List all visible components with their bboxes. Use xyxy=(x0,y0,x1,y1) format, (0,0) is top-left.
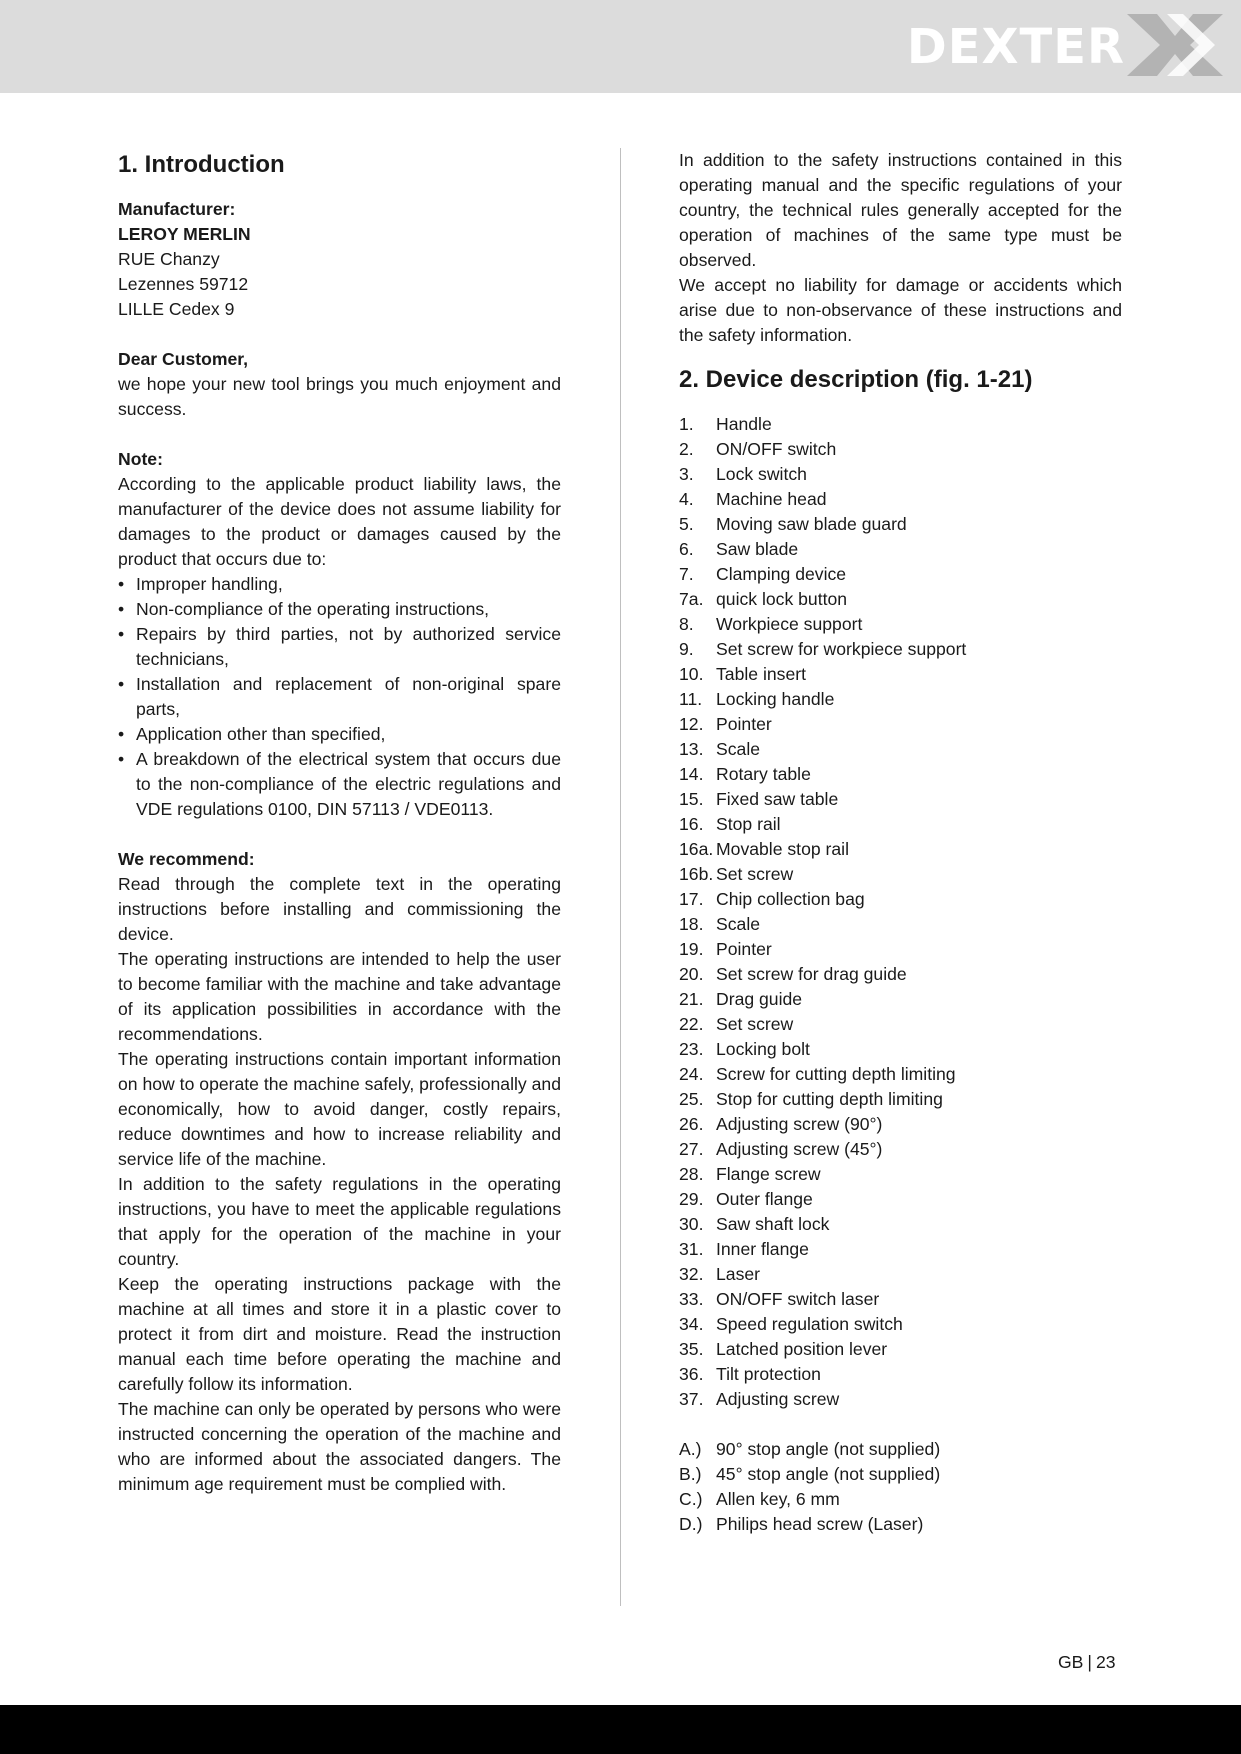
recommend-paragraph: The operating instructions are intended to help the user to become familiar with the machine and take advantage of its application possibilities in accordance with the recommendations. xyxy=(118,949,561,1044)
item-number: 21. xyxy=(679,989,704,1009)
item-number: 5. xyxy=(679,514,694,534)
manufacturer-name: LEROY MERLIN xyxy=(118,224,251,244)
item-label: Scale xyxy=(716,739,761,759)
item-number: 9. xyxy=(679,639,694,659)
list-item xyxy=(679,1462,1122,1487)
logo-x-icon xyxy=(1127,14,1223,76)
item-number: 4. xyxy=(679,489,694,509)
device-description-heading: 2. Device description (fig. 1-21) xyxy=(679,366,1033,393)
list-item xyxy=(679,1212,1122,1237)
item-label: quick lock button xyxy=(716,589,848,609)
dear-customer-text: we hope your new tool brings you much enjoyment and success. xyxy=(118,374,561,419)
list-item: • A breakdown of the electrical system that occurs due to the non-compliance of the electric regulations and VDE regulations 0100, DIN 57113 / VDE0113. xyxy=(118,747,561,822)
item-label: Adjusting screw (45°) xyxy=(716,1139,883,1159)
item-label: Inner flange xyxy=(716,1239,809,1259)
list-item xyxy=(679,1287,1122,1312)
item-label: Pointer xyxy=(716,714,772,734)
dexter-logo xyxy=(893,14,1223,78)
item-number: 7a. xyxy=(679,589,704,609)
recommend-paragraph: In addition to the safety regulations in the operating instructions, you have to meet the applicable regulations that apply for the operation of the machine in your country. xyxy=(118,1174,561,1269)
item-label: Adjusting screw (90°) xyxy=(716,1114,883,1134)
item-label: Flange screw xyxy=(716,1164,821,1184)
item-label: Handle xyxy=(716,414,772,434)
address-line: LILLE Cedex 9 xyxy=(118,299,235,319)
item-number: 32. xyxy=(679,1264,704,1284)
column-divider xyxy=(620,148,621,1606)
item-number: 29. xyxy=(679,1189,704,1209)
parts-list xyxy=(679,412,1122,1412)
item-label: Fixed saw table xyxy=(716,789,839,809)
list-item xyxy=(679,1487,1122,1512)
list-item: • Application other than specified, xyxy=(118,722,561,747)
list-item xyxy=(679,437,1122,462)
item-label: Philips head screw (Laser) xyxy=(716,1514,924,1534)
item-label: Scale xyxy=(716,914,761,934)
item-label: Tilt protection xyxy=(716,1364,821,1384)
list-item xyxy=(679,1087,1122,1112)
item-number: 27. xyxy=(679,1139,704,1159)
item-number: 14. xyxy=(679,764,704,784)
item-number: 19. xyxy=(679,939,704,959)
recommend-label: We recommend: xyxy=(118,849,255,869)
list-item xyxy=(679,1387,1122,1412)
item-label: Saw shaft lock xyxy=(716,1214,830,1234)
list-item: • Improper handling, xyxy=(118,572,561,597)
item-number: 13. xyxy=(679,739,704,759)
list-item xyxy=(679,887,1122,912)
page-footer xyxy=(1058,1650,1116,1675)
list-item: • Repairs by third parties, not by authorized service technicians, xyxy=(118,622,561,672)
address-line: Lezennes 59712 xyxy=(118,274,249,294)
item-number: 26. xyxy=(679,1114,704,1134)
item-number: 18. xyxy=(679,914,704,934)
item-label: ON/OFF switch xyxy=(716,439,837,459)
list-item: • Non-compliance of the operating instructions, xyxy=(118,597,561,622)
item-number: 8. xyxy=(679,614,694,634)
page-number: 23 xyxy=(1096,1652,1116,1672)
item-number: 33. xyxy=(679,1289,704,1309)
list-item xyxy=(679,912,1122,937)
item-number: 31. xyxy=(679,1239,704,1259)
note-label: Note: xyxy=(118,449,163,469)
list-item xyxy=(679,1112,1122,1137)
item-label: ON/OFF switch laser xyxy=(716,1289,880,1309)
item-label: Machine head xyxy=(716,489,827,509)
item-number: 1. xyxy=(679,414,694,434)
item-label: Locking bolt xyxy=(716,1039,810,1059)
item-label: Moving saw blade guard xyxy=(716,514,907,534)
list-item xyxy=(679,562,1122,587)
item-label: Set screw for workpiece support xyxy=(716,639,967,659)
item-number: 16b. xyxy=(679,864,714,884)
list-item xyxy=(679,762,1122,787)
item-number: 15. xyxy=(679,789,704,809)
safety-paragraph: We accept no liability for damage or accidents which arise due to non-observance of these instructions and the safety information. xyxy=(679,275,1122,345)
item-label: Chip collection bag xyxy=(716,889,865,909)
note-text: According to the applicable product liability laws, the manufacturer of the device does not assume liability for damages to the product or damages caused by the product that occurs due to: xyxy=(118,474,561,569)
item-number: B.) xyxy=(679,1464,702,1484)
item-number: 30. xyxy=(679,1214,704,1234)
item-label: Latched position lever xyxy=(716,1339,888,1359)
language-code: GB xyxy=(1058,1652,1084,1672)
item-number: D.) xyxy=(679,1514,703,1534)
item-label: Allen key, 6 mm xyxy=(716,1489,840,1509)
item-number: 7. xyxy=(679,564,694,584)
item-number: 6. xyxy=(679,539,694,559)
list-item xyxy=(679,512,1122,537)
list-item xyxy=(679,1262,1122,1287)
list-item xyxy=(679,487,1122,512)
item-number: 24. xyxy=(679,1064,704,1084)
list-item xyxy=(679,462,1122,487)
left-column xyxy=(118,148,561,1497)
header-bar xyxy=(0,0,1241,93)
list-item xyxy=(679,737,1122,762)
item-number: 23. xyxy=(679,1039,704,1059)
list-item: • Installation and replacement of non-original spare parts, xyxy=(118,672,561,722)
item-label: Table insert xyxy=(716,664,806,684)
manufacturer-label: Manufacturer: xyxy=(118,199,236,219)
item-number: 25. xyxy=(679,1089,704,1109)
accessories-list xyxy=(679,1437,1122,1537)
item-label: Locking handle xyxy=(716,689,835,709)
item-number: 17. xyxy=(679,889,704,909)
item-number: C.) xyxy=(679,1489,703,1509)
item-number: 28. xyxy=(679,1164,704,1184)
item-label: Stop rail xyxy=(716,814,781,834)
list-item xyxy=(679,1362,1122,1387)
recommend-paragraph: Keep the operating instructions package with the machine at all times and store it in a plastic cover to protect it from dirt and moisture. Read the instruction manual each time before operating the machine and carefully follow its information. xyxy=(118,1274,561,1394)
list-item xyxy=(679,1512,1122,1537)
item-label: Pointer xyxy=(716,939,772,959)
list-item xyxy=(679,612,1122,637)
list-item xyxy=(679,412,1122,437)
recommend-paragraph: Read through the complete text in the operating instructions before installing and commissioning the device. xyxy=(118,874,561,944)
item-number: 2. xyxy=(679,439,694,459)
list-item xyxy=(679,1062,1122,1087)
dear-customer-label: Dear Customer, xyxy=(118,349,249,369)
list-item xyxy=(679,787,1122,812)
introduction-heading: 1. Introduction xyxy=(118,151,285,178)
item-label: 45° stop angle (not supplied) xyxy=(716,1464,941,1484)
list-item xyxy=(679,962,1122,987)
item-number: 16. xyxy=(679,814,704,834)
list-item xyxy=(679,837,1122,862)
list-item xyxy=(679,587,1122,612)
list-item xyxy=(679,1037,1122,1062)
item-number: 12. xyxy=(679,714,704,734)
item-label: Rotary table xyxy=(716,764,811,784)
list-item xyxy=(679,812,1122,837)
address-line: RUE Chanzy xyxy=(118,249,220,269)
liability-list xyxy=(118,572,561,822)
list-item xyxy=(679,987,1122,1012)
list-item xyxy=(679,637,1122,662)
item-label: Clamping device xyxy=(716,564,847,584)
item-number: 11. xyxy=(679,689,703,709)
item-number: 37. xyxy=(679,1389,704,1409)
item-label: Workpiece support xyxy=(716,614,863,634)
recommend-paragraph: The machine can only be operated by persons who were instructed concerning the operation of the machine and who are informed about the associated dangers. The minimum age requirement must be complied with. xyxy=(118,1399,561,1494)
item-label: Lock switch xyxy=(716,464,807,484)
list-item xyxy=(679,687,1122,712)
item-number: 16a. xyxy=(679,839,714,859)
item-label: Adjusting screw xyxy=(716,1389,840,1409)
item-label: Set screw for drag guide xyxy=(716,964,907,984)
item-label: Screw for cutting depth limiting xyxy=(716,1064,956,1084)
list-item xyxy=(679,1237,1122,1262)
list-item xyxy=(679,862,1122,887)
list-item xyxy=(679,1187,1122,1212)
item-label: Set screw xyxy=(716,864,794,884)
footer-bar xyxy=(0,1705,1241,1754)
list-item xyxy=(679,1162,1122,1187)
item-label: Outer flange xyxy=(716,1189,813,1209)
item-number: 3. xyxy=(679,464,694,484)
item-number: 22. xyxy=(679,1014,704,1034)
item-label: Stop for cutting depth limiting xyxy=(716,1089,943,1109)
list-item xyxy=(679,537,1122,562)
list-item xyxy=(679,662,1122,687)
item-label: Drag guide xyxy=(716,989,803,1009)
item-label: Movable stop rail xyxy=(716,839,849,859)
item-label: Set screw xyxy=(716,1014,794,1034)
item-number: 36. xyxy=(679,1364,704,1384)
item-label: Speed regulation switch xyxy=(716,1314,903,1334)
item-number: A.) xyxy=(679,1439,702,1459)
list-item xyxy=(679,712,1122,737)
list-item xyxy=(679,1012,1122,1037)
list-item xyxy=(679,1337,1122,1362)
list-item xyxy=(679,1312,1122,1337)
item-number: 35. xyxy=(679,1339,704,1359)
right-column xyxy=(679,148,1122,1537)
safety-paragraph: In addition to the safety instructions contained in this operating manual and the specific regulations of your country, the technical rules generally accepted for the operation of machines of the same type must be observed. xyxy=(679,150,1122,270)
item-label: Laser xyxy=(716,1264,761,1284)
list-item xyxy=(679,1437,1122,1462)
item-number: 34. xyxy=(679,1314,704,1334)
item-number: 20. xyxy=(679,964,704,984)
list-item xyxy=(679,1137,1122,1162)
logo-text: DEXTER xyxy=(906,19,1125,75)
item-number: 10. xyxy=(679,664,704,684)
footer-separator: | xyxy=(1087,1652,1092,1672)
item-label: Saw blade xyxy=(716,539,799,559)
recommend-paragraph: The operating instructions contain important information on how to operate the machine safely, professionally and economically, how to avoid danger, costly repairs, reduce downtimes and how to increase reliability and service life of the machine. xyxy=(118,1049,561,1169)
list-item xyxy=(679,937,1122,962)
item-label: 90° stop angle (not supplied) xyxy=(716,1439,941,1459)
